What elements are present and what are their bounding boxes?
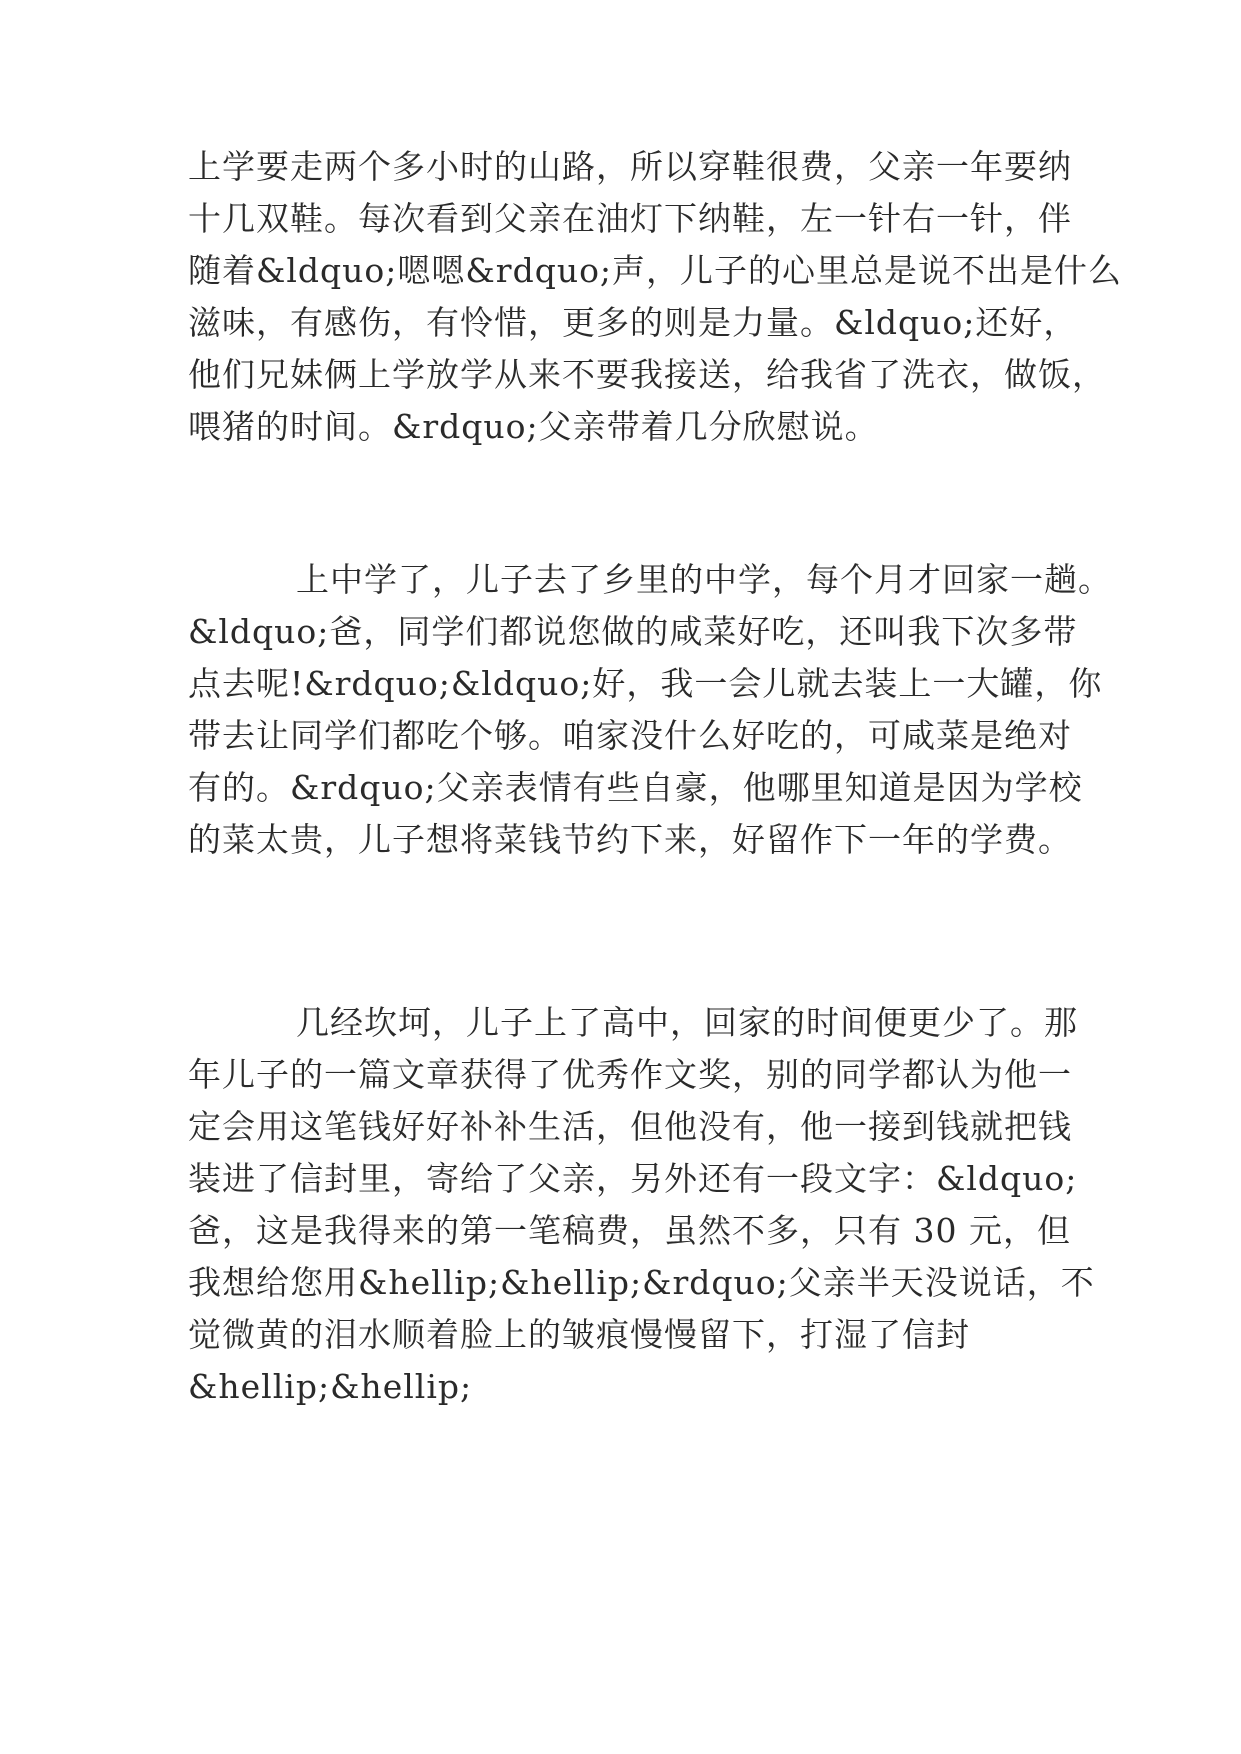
paragraph-line: &hellip;&hellip; — [188, 1367, 473, 1406]
paragraph-line: 几经坎坷，儿子上了高中，回家的时间便更少了。那 — [296, 1003, 1078, 1042]
paragraph-line: &ldquo;爸，同学们都说您做的咸菜好吃，还叫我下次多带 — [188, 612, 1078, 651]
paragraph-line: 他们兄妹俩上学放学从来不要我接送，给我省了洗衣，做饭， — [188, 355, 1106, 394]
paragraph-line: 爸，这是我得来的第一笔稿费，虽然不多，只有 30 元，但 — [188, 1211, 1071, 1250]
paragraph-line: 十几双鞋。每次看到父亲在油灯下纳鞋，左一针右一针，伴 — [188, 199, 1072, 238]
paragraph-line: 有的。&rdquo;父亲表情有些自豪，他哪里知道是因为学校 — [188, 768, 1083, 807]
paragraph-line: 喂猪的时间。&rdquo;父亲带着几分欣慰说。 — [188, 407, 879, 446]
paragraph-line: 我想给您用&hellip;&hellip;&rdquo;父亲半天没说话，不 — [188, 1263, 1095, 1302]
paragraph-line: 上学要走两个多小时的山路，所以穿鞋很费，父亲一年要纳 — [188, 147, 1072, 186]
paragraph-line: 定会用这笔钱好好补补生活，但他没有，他一接到钱就把钱 — [188, 1107, 1072, 1146]
paragraph-line: 随着&ldquo;嗯嗯&rdquo;声，儿子的心里总是说不出是什么 — [188, 251, 1123, 290]
paragraph-line: 上中学了，儿子去了乡里的中学，每个月才回家一趟。 — [296, 560, 1112, 599]
paragraph-line: 点去呢!&rdquo;&ldquo;好，我一会儿就去装上一大罐，你 — [188, 664, 1103, 703]
paragraph-line: 年儿子的一篇文章获得了优秀作文奖，别的同学都认为他一 — [188, 1055, 1072, 1094]
paragraph-line: 装进了信封里，寄给了父亲，另外还有一段文字：&ldquo; — [188, 1159, 1078, 1198]
paragraph-line: 的菜太贵，儿子想将菜钱节约下来，好留作下一年的学费。 — [188, 820, 1072, 859]
paragraph-line: 带去让同学们都吃个够。咱家没什么好吃的，可咸菜是绝对 — [188, 716, 1072, 755]
paragraph-line: 觉微黄的泪水顺着脸上的皱痕慢慢留下，打湿了信封 — [188, 1315, 970, 1354]
paragraph-line: 滋味，有感伤，有怜惜，更多的则是力量。&ldquo;还好， — [188, 303, 1078, 342]
